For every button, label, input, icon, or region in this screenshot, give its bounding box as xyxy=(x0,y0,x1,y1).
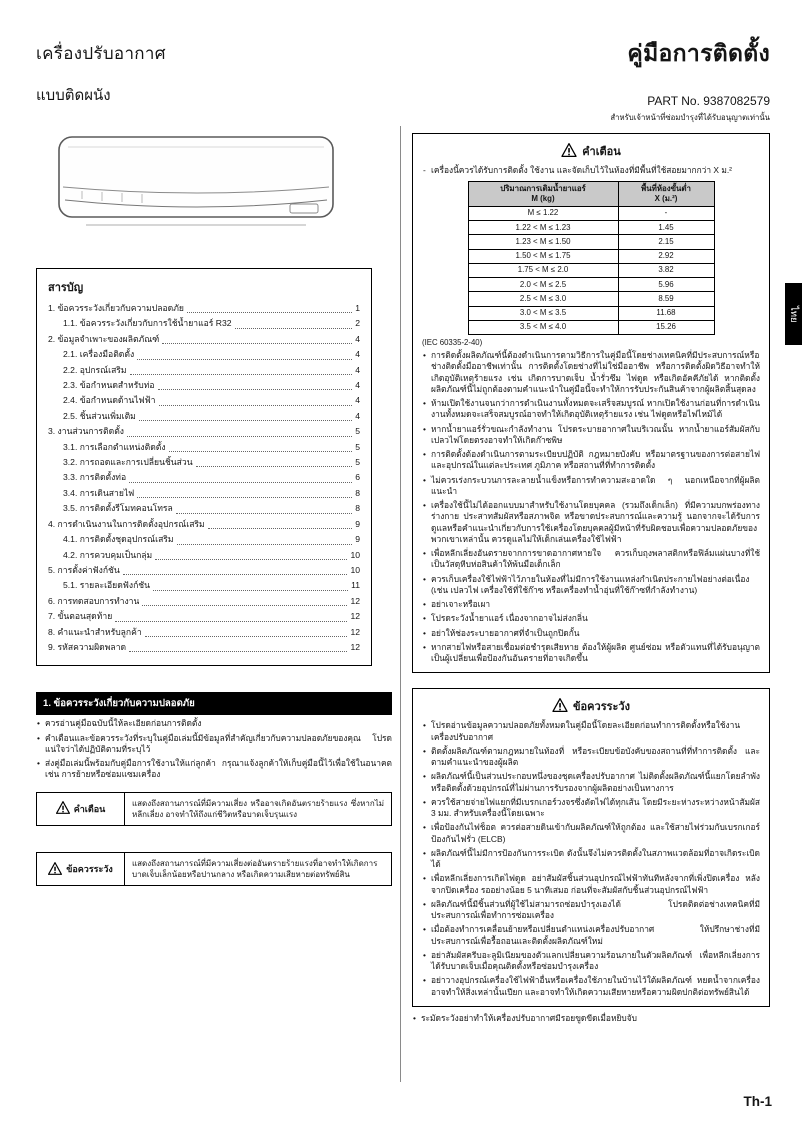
toc-item[interactable] xyxy=(48,347,360,362)
bullet-item: • อย่าวางอุปกรณ์เครื่องใช้ไฟฟ้าอื่นหรือเครื่องใช้ภายในบ้านไว้ใต้ผลิตภัณฑ์ หยดน้ำจากเครื่องอาจทำให้สิ่งเหล่านั้นเปียก และอาจทำให้เกิดความเสียหายหรือความผิดปกติต่อทรัพย์สินได้ xyxy=(422,975,760,998)
product-subtitle: แบบติดผนัง xyxy=(36,87,111,104)
warning-legend-box xyxy=(36,792,392,826)
toc-item[interactable] xyxy=(48,393,360,408)
toc-dot-leader xyxy=(115,621,347,622)
caution-box xyxy=(412,688,770,1007)
bullet-item: • โปรดระวังน้ำยาแอร์ เนื่องจากอาจไม่ส่งกลิ่น xyxy=(422,613,760,624)
warning-box-title-row xyxy=(422,142,760,160)
toc-item[interactable] xyxy=(48,517,360,532)
table-row xyxy=(468,278,714,292)
table-row xyxy=(468,249,714,263)
toc-item-page: 8 xyxy=(355,487,360,498)
toc-item[interactable] xyxy=(48,594,360,609)
warning-legend-text: แสดงถึงสถานการณ์ที่มีความเสี่ยง หรืออาจเกิดอันตรายร้ายแรง ซึ่งหากไม่หลีกเลี่ยง อาจทำให้ถึงแก่ชีวิตหรือบาดเจ็บรุนแรง xyxy=(132,798,384,819)
toc-item-label: 2. ข้อมูลจำเพาะของผลิตภัณฑ์ xyxy=(48,333,160,344)
toc-item-page: 5 xyxy=(355,441,360,452)
toc-list xyxy=(48,301,360,655)
charge-amount-cell: 3.0 < M ≤ 3.5 xyxy=(468,306,618,320)
toc-item-label: 3.1. การเลือกตำแหน่งติดตั้ง xyxy=(63,441,166,452)
toc-item-label: 2.4. ข้อกำหนดด้านไฟฟ้า xyxy=(63,395,156,406)
toc-dot-leader xyxy=(177,544,353,545)
toc-dot-leader xyxy=(129,651,347,652)
bullet-item: • ห้ามเปิดใช้งานจนกว่าการดำเนินงานทั้งหมดจะเสร็จสมบูรณ์ หากเปิดใช้งานก่อนที่การดำเนินงานทั้งหมดจะเสร็จสมบูรณ์อาจทำให้เกิดอุบัติเหตุร้ายแรง เช่น ไฟดูดหรือไฟไหม้ได้ xyxy=(422,398,760,421)
bullet-item: • ติดตั้งผลิตภัณฑ์ตามกฎหมายในท้องที่ หรือระเบียบข้อบังคับของสถานที่ที่ทำการติดตั้ง และตามคำแนะนำของผู้ผลิต xyxy=(422,746,760,769)
caution-bullets xyxy=(422,720,760,998)
toc-item-label: 7. ขั้นตอนสุดท้าย xyxy=(48,611,113,622)
toc-item[interactable] xyxy=(48,532,360,547)
charge-amount-cell: 2.5 < M ≤ 3.0 xyxy=(468,292,618,306)
bullet-item: • เพื่อป้องกันไฟช็อต ควรต่อสายดินเข้ากับผลิตภัณฑ์ให้ถูกต้อง และใช้สายไฟร่วมกับเบรกเกอร์ป้องกันไฟรั่ว (ELCB) xyxy=(422,822,760,845)
warning-triangle-icon xyxy=(48,862,62,877)
min-area-cell: 3.82 xyxy=(618,263,714,277)
min-area-cell: 15.26 xyxy=(618,320,714,334)
toc-item-label: 3.4. การเดินสายไฟ xyxy=(63,487,135,498)
toc-item-label: 9. รหัสความผิดพลาด xyxy=(48,641,127,652)
bullet-item: • อย่าเจาะหรือเผา xyxy=(422,599,760,610)
wall-unit-drawing xyxy=(52,127,344,241)
toc-item[interactable] xyxy=(48,301,360,316)
language-tab-thai[interactable]: ไทย xyxy=(785,283,802,345)
charge-amount-cell: 3.5 < M ≤ 4.0 xyxy=(468,320,618,334)
bullet-item: • ผลิตภัณฑ์นี้ไม่มีการป้องกันการระเบิด ดังนั้นจึงไม่ควรติดตั้งในสภาพแวดล้อมที่อาจเกิดระเบิดได้ xyxy=(422,848,760,871)
warning-triangle-icon xyxy=(56,801,70,816)
col2-unit: X (ม.²) xyxy=(654,194,678,204)
toc-item[interactable] xyxy=(48,640,360,655)
min-area-cell: 1.45 xyxy=(618,221,714,235)
toc-dot-leader xyxy=(176,513,352,514)
caution-box-title-row xyxy=(422,697,760,715)
refrigerant-area-table xyxy=(468,181,715,335)
bullet-item: • ผลิตภัณฑ์นี้เป็นส่วนประกอบหนึ่งของชุดเครื่องปรับอากาศ ไม่ติดตั้งผลิตภัณฑ์นี้แยกโดยลำพังหรือติดตั้งด้วยอุปกรณ์ที่ไม่ผ่านการรับรองจากผู้ผลิตอย่างเป็นทางการ xyxy=(422,771,760,794)
col1-title: ปริมาณการเติมน้ำยาแอร์ xyxy=(500,183,586,193)
toc-item-page: 8 xyxy=(355,503,360,514)
toc-item-label: 4.1. การติดตั้งชุดอุปกรณ์เสริม xyxy=(63,534,174,545)
warning-box xyxy=(412,133,770,673)
section-1-bullets xyxy=(36,718,392,780)
page-number: Th-1 xyxy=(743,1094,772,1109)
table-row xyxy=(468,263,714,277)
bullet-item: • การติดตั้งผลิตภัณฑ์นี้ต้องดำเนินการตามวิธีการในคู่มือนี้โดยช่างเทคนิคที่มีประสบการณ์หรือช่างติดตั้งมืออาชีพเท่านั้น การติดตั้งโดยช่างที่ไม่ใช่มืออาชีพ หรือการติดตั้งผิดวิธีอาจทำให้เกิดอุบัติเหตุร้ายแรง เช่น เกิดการบาดเจ็บ น้ำรั่วซึม ไฟดูด หรือเกิดอัคคีภัยได้ หากติดตั้งผลิตภัณฑ์นี้ไม่ถูกต้องตามคำแนะนำในคู่มือนี้จะทำให้การรับประกันสินค้าจากผู้ผลิตสิ้นสุดลง xyxy=(422,350,760,395)
toc-item-label: 6. การทดสอบการทำงาน xyxy=(48,595,140,606)
toc-dot-leader xyxy=(139,420,352,421)
col1-unit: M (kg) xyxy=(531,194,555,204)
toc-item-page: 4 xyxy=(355,364,360,375)
bullet-item: • เพื่อหลีกเลี่ยงอันตรายจากการขาดอากาศหายใจ ควรเก็บถุงพลาสติกหรือฟิล์มแผ่นบางที่ใช้เป็นวัสดุหีบห่อสินค้าให้พ้นมือเด็กเล็ก xyxy=(422,548,760,571)
toc-item-page: 10 xyxy=(350,564,360,575)
bullet-item: • ส่งคู่มือเล่มนี้พร้อมกับคู่มือการใช้งานให้แก่ลูกค้า กรุณาแจ้งลูกค้าให้เก็บคู่มือนี้ไว้เพื่อใช้ในอนาคต เช่น การย้ายหรือซ่อมแซมเครื่อง xyxy=(36,758,392,781)
toc-item-page: 9 xyxy=(355,518,360,529)
warning-legend-label: คำเตือน xyxy=(73,803,106,814)
bullet-item: • หากสายไฟหรือสายเชื่อมต่อชำรุดเสียหาย ต้องให้ผู้ผลิต ศูนย์ซ่อม หรือตัวแทนที่ได้รับอนุญาตเป็นผู้เปลี่ยนเพื่อป้องกันอันตรายที่อาจเกิดขึ้น xyxy=(422,642,760,665)
caution-legend-label-cell xyxy=(37,853,125,885)
bullet-item: • อย่าให้ช่องระบายอากาศที่จำเป็นถูกปิดกั้น xyxy=(422,628,760,639)
toc-item-page: 5 xyxy=(355,457,360,468)
table-row xyxy=(468,292,714,306)
toc-item[interactable] xyxy=(48,332,360,347)
col2-title: พื้นที่ห้องขั้นต่ำ xyxy=(641,183,691,193)
product-title: เครื่องปรับอากาศ xyxy=(36,44,166,63)
table-row xyxy=(468,235,714,249)
toc-dot-leader xyxy=(155,559,347,560)
toc-item-page: 5 xyxy=(355,426,360,437)
toc-item-page: 12 xyxy=(350,595,360,606)
table-col2-header xyxy=(618,182,714,207)
min-area-cell: 5.96 xyxy=(618,278,714,292)
left-column xyxy=(36,40,392,886)
iec-standard-note: (IEC 60335-2-40) xyxy=(422,338,483,348)
charge-amount-cell: 1.50 < M ≤ 1.75 xyxy=(468,249,618,263)
toc-item-page: 12 xyxy=(350,641,360,652)
toc-dot-leader xyxy=(235,328,353,329)
min-area-cell: - xyxy=(618,206,714,220)
toc-item-page: 12 xyxy=(350,626,360,637)
toc-dot-leader xyxy=(123,574,348,575)
toc-item-label: 3.5. การติดตั้งรีโมทคอนโทรล xyxy=(63,503,173,514)
table-header xyxy=(468,182,714,207)
caution-legend-label: ข้อควรระวัง xyxy=(66,864,113,875)
bullet-item: • คำเตือนและข้อควรระวังที่ระบุในคู่มือเล่มนี้มีข้อมูลที่สำคัญเกี่ยวกับความปลอดภัยของคุณ โปรดแน่ใจว่าได้ปฏิบัติตามที่ระบุไว้ xyxy=(36,733,392,756)
bullet-item: • หากน้ำยาแอร์รั่วขณะกำลังทำงาน โปรดระบายอากาศในบริเวณนั้น หากน้ำยาแอร์สัมผัสกับเปลวไฟโดยตรงอาจทำให้เกิดก๊าซพิษ xyxy=(422,424,760,447)
warning-bullets xyxy=(422,350,760,664)
table-row xyxy=(468,221,714,235)
toc-item[interactable] xyxy=(48,486,360,501)
toc-dot-leader xyxy=(129,482,352,483)
bullet-item: • เครื่องใช้นี้ไม่ได้ออกแบบมาสำหรับใช้งานโดยบุคคล (รวมถึงเด็กเล็ก) ที่มีความบกพร่องทางร่างกาย ประสาทสัมผัสหรือสภาพจิต หรือขาดประสบการณ์และความรู้ นอกจากจะได้รับการดูแลหรือคำแนะนำเกี่ยวกับการใช้เครื่องโดยบุคคลผู้มีหน้าที่รับผิดชอบเพื่อความปลอดภัยของพวกเขาเหล่านั้น ควรดูแลไม่ให้เด็กเล่นเครื่องใช้ไฟฟ้า xyxy=(422,500,760,545)
toc-item-label: 8. คำแนะนำสำหรับลูกค้า xyxy=(48,626,142,637)
charge-amount-cell: 1.75 < M ≤ 2.0 xyxy=(468,263,618,277)
toc-item-page: 4 xyxy=(355,380,360,391)
toc-item[interactable] xyxy=(48,470,360,485)
toc-item-page: 9 xyxy=(355,534,360,545)
toc-dot-leader xyxy=(208,528,353,529)
part-number-note: สำหรับเจ้าหน้าที่ซ่อมบำรุงที่ได้รับอนุญาตเท่านั้น xyxy=(610,113,770,122)
toc-item-page: 1 xyxy=(355,303,360,313)
toc-item[interactable] xyxy=(48,455,360,470)
charge-amount-cell: 1.23 < M ≤ 1.50 xyxy=(468,235,618,249)
part-number: PART No. 9387082579 xyxy=(647,94,770,108)
toc-item-page: 4 xyxy=(355,395,360,406)
bullet-item: • โปรดอ่านข้อมูลความปลอดภัยทั้งหมดในคู่มือนี้โดยละเอียดก่อนทำการติดตั้งหรือใช้งานเครื่องปรับอากาศ xyxy=(422,720,760,743)
charge-amount-cell: 2.0 < M ≤ 2.5 xyxy=(468,278,618,292)
toc-item[interactable] xyxy=(48,440,360,455)
bullet-item: • อย่าสัมผัสครีบอะลูมิเนียมของตัวแลกเปลี่ยนความร้อนภายในตัวผลิตภัณฑ์ เพื่อหลีกเลี่ยงการได้รับบาดเจ็บเมื่อคุณติดตั้งหรือซ่อมบำรุงเครื่อง xyxy=(422,950,760,973)
toc-item-label: 2.5. ชิ้นส่วนเพิ่มเติม xyxy=(63,410,136,421)
section-1-header: 1. ข้อควรระวังเกี่ยวกับความปลอดภัย xyxy=(36,692,392,715)
toc-item-label: 4.2. การควบคุมเป็นกลุ่ม xyxy=(63,549,153,560)
warning-triangle-icon xyxy=(561,143,577,160)
toc-dot-leader xyxy=(142,605,347,606)
charge-amount-cell: M ≤ 1.22 xyxy=(468,206,618,220)
toc-dot-leader xyxy=(137,359,352,360)
toc-dot-leader xyxy=(187,312,352,313)
toc-item[interactable] xyxy=(48,424,360,439)
toc-item-label: 5. การตั้งค่าฟังก์ชัน xyxy=(48,564,120,575)
bullet-item: • ควรเก็บเครื่องใช้ไฟฟ้าไว้ภายในห้องที่ไม่มีการใช้งานแหล่งกำเนิดประกายไฟอย่างต่อเนื่อง (เช่น เปลวไฟ เครื่องใช้ที่ใช้ก๊าซ หรือเครื่องทำน้ำอุ่นที่ใช้ก๊าซที่กำลังทำงาน) xyxy=(422,574,760,597)
toc-item-page: 6 xyxy=(355,472,360,483)
toc-item[interactable] xyxy=(48,409,360,424)
toc-item-label: 3. งานส่วนการติดตั้ง xyxy=(48,426,124,437)
toc-item-page: 12 xyxy=(350,611,360,622)
toc-item-page: 10 xyxy=(350,549,360,560)
table-body xyxy=(468,206,714,334)
toc-item[interactable] xyxy=(48,563,360,578)
bullet-item: • ควรใช้สายจ่ายไฟแยกที่มีเบรกเกอร์วงจรซึ่งตัดไฟได้ทุกเส้น โดยมีระยะห่างระหว่างหน้าสัมผัส 3 มม. สำหรับเครื่องนี้โดยเฉพาะ xyxy=(422,797,760,820)
bullet-item: • เมื่อต้องทำการเคลื่อนย้ายหรือเปลี่ยนตำแหน่งเครื่องปรับอากาศ ให้ปรึกษาช่างที่มีประสบการณ์เพื่อรื้อถอนและติดตั้งผลิตภัณฑ์ใหม่ xyxy=(422,924,760,947)
charge-amount-cell: 1.22 < M ≤ 1.23 xyxy=(468,221,618,235)
toc-item-label: 1.1. ข้อควรระวังเกี่ยวกับการใช้น้ำยาแอร์ R32 xyxy=(63,318,232,329)
bullet-item: • เพื่อหลีกเลี่ยงการเกิดไฟดูด อย่าสัมผัสชิ้นส่วนอุปกรณ์ไฟฟ้าทันทีหลังจากที่เพิ่งปิดเครื่อง หลังจากปิดเครื่อง รออย่างน้อย 5 นาทีเสมอ ก่อนที่จะสัมผัสกับชิ้นส่วนอุปกรณ์ไฟฟ้า xyxy=(422,873,760,896)
toc-dot-leader xyxy=(130,374,353,375)
warning-triangle-icon xyxy=(552,698,568,715)
toc-item-page: 4 xyxy=(355,333,360,344)
toc-item-page: 2 xyxy=(355,318,360,329)
toc-dot-leader xyxy=(127,436,352,437)
toc-item-label: 3.3. การติดตั้งท่อ xyxy=(63,472,127,483)
toc-dot-leader xyxy=(162,343,352,344)
toc-item-page: 11 xyxy=(351,580,360,591)
handling-note: • ระมัดระวังอย่าทำให้เครื่องปรับอากาศมีรอยขูดขีดเมื่อหยิบจับ xyxy=(412,1013,770,1024)
table-row xyxy=(468,206,714,220)
min-area-cell: 11.68 xyxy=(618,306,714,320)
toc-dot-leader xyxy=(169,451,353,452)
toc-item-label: 3.2. การถอดและการเปลี่ยนชิ้นส่วน xyxy=(63,457,193,468)
ac-unit-illustration xyxy=(52,127,392,246)
toc-item[interactable] xyxy=(48,316,360,331)
table-of-contents xyxy=(36,268,372,666)
min-area-cell: 2.15 xyxy=(618,235,714,249)
toc-item-page: 4 xyxy=(355,410,360,421)
table-row xyxy=(468,320,714,334)
caution-legend-text: แสดงถึงสถานการณ์ที่มีความเสี่ยงต่ออันตรายร้ายแรงที่อาจทำให้เกิดการบาดเจ็บเล็กน้อยหรือปานกลาง หรือเกิดความเสียหายต่อทรัพย์สิน xyxy=(132,858,378,880)
toc-title: สารบัญ xyxy=(48,282,84,294)
toc-item[interactable] xyxy=(48,625,360,640)
table-row xyxy=(468,306,714,320)
toc-item-label: 2.2. อุปกรณ์เสริม xyxy=(63,364,127,375)
document-title: คู่มือการติดตั้ง xyxy=(627,40,770,66)
toc-dot-leader xyxy=(137,497,352,498)
toc-item[interactable] xyxy=(48,501,360,516)
toc-item[interactable] xyxy=(48,578,360,593)
toc-item-label: 2.1. เครื่องมือติดตั้ง xyxy=(63,349,135,360)
bullet-item: • ผลิตภัณฑ์นี้มีชิ้นส่วนที่ผู้ใช้ไม่สามารถซ่อมบำรุงเองได้ โปรดติดต่อช่างเทคนิคที่มีประสบการณ์เพื่อทำการซ่อมเครื่อง xyxy=(422,899,760,922)
min-area-cell: 2.92 xyxy=(618,249,714,263)
caution-box-title: ข้อควรระวัง xyxy=(573,701,630,714)
toc-item[interactable] xyxy=(48,609,360,624)
toc-item-label: 4. การดำเนินงานในการติดตั้งอุปกรณ์เสริม xyxy=(48,518,205,529)
table-col1-header xyxy=(468,182,618,207)
warning-legend-label-cell xyxy=(37,793,125,825)
caution-legend-box xyxy=(36,852,392,886)
right-column xyxy=(412,36,770,1024)
toc-item-label: 5.1. รายละเอียดฟังก์ชัน xyxy=(63,580,150,591)
bullet-item: • ไม่ควรเร่งกระบวนการละลายน้ำแข็งหรือการทำความสะอาดใด ๆ นอกเหนือจากที่ผู้ผลิตแนะนำ xyxy=(422,475,760,498)
bullet-item: • การติดตั้งต้องดำเนินการตามระเบียบปฏิบัติ กฎหมายบังคับ หรือมาตรฐานของการต่อสายไฟและอุปกรณ์ในแต่ละประเทศ ภูมิภาค หรือสถานที่ที่ทำการติดตั้ง xyxy=(422,449,760,472)
toc-item-label: 2.3. ข้อกำหนดสำหรับท่อ xyxy=(63,380,155,391)
toc-item-page: 4 xyxy=(355,349,360,360)
column-divider xyxy=(400,126,401,1082)
toc-item[interactable] xyxy=(48,363,360,378)
toc-dot-leader xyxy=(159,405,353,406)
toc-dot-leader xyxy=(145,636,348,637)
bullet-item: • ควรอ่านคู่มือฉบับนี้ให้ละเอียดก่อนการติดตั้ง xyxy=(36,718,392,729)
toc-item-label: 1. ข้อควรระวังเกี่ยวกับความปลอดภัย xyxy=(48,303,184,313)
toc-item[interactable] xyxy=(48,378,360,393)
toc-dot-leader xyxy=(196,466,353,467)
warning-box-title: คำเตือน xyxy=(582,146,621,158)
toc-item[interactable] xyxy=(48,548,360,563)
toc-dot-leader xyxy=(158,389,353,390)
warning-intro: - เครื่องนี้ควรได้รับการติดตั้ง ใช้งาน และจัดเก็บไว้ในห้องที่มีพื้นที่ใช้สอยมากกว่า X ม.² xyxy=(422,165,760,176)
toc-dot-leader xyxy=(153,590,348,591)
min-area-cell: 8.59 xyxy=(618,292,714,306)
